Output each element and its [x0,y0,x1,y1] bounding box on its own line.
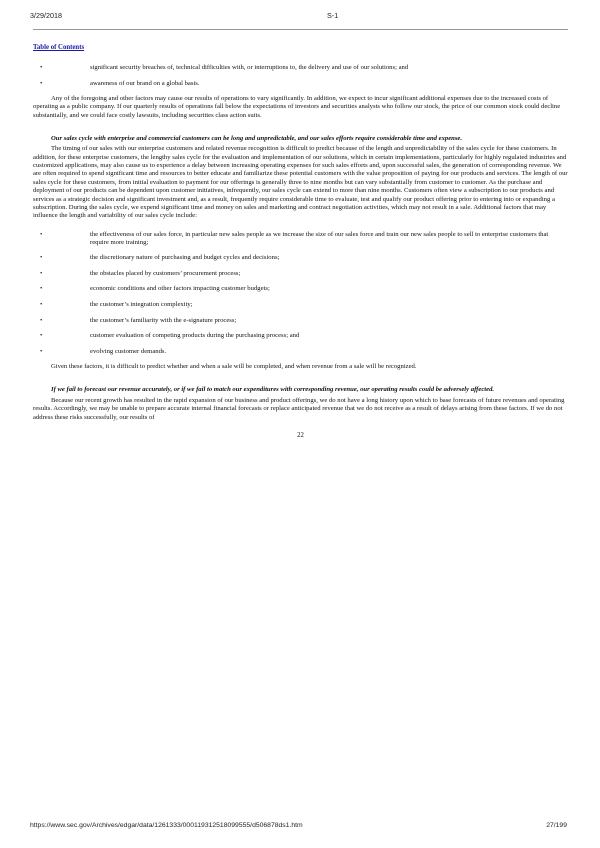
source-url: https://www.sec.gov/Archives/edgar/data/1261333/000119312518099555/d506878ds1.htm [30,822,303,829]
bullet-icon: • [40,79,43,87]
header-divider [33,29,568,30]
risk-heading: Our sales cycle with enterprise and commercial customers can be long and unpredictable, and our sales efforts require considerable time and expense. [51,135,463,143]
bullet-icon: • [40,285,43,293]
print-date: 3/29/2018 [30,11,62,20]
bullet-item: • the obstacles placed by customers’ procurement process; [40,269,241,277]
bullet-item: • awareness of our brand on a global basis. [40,79,200,87]
bullet-icon: • [40,316,43,324]
bullet-icon: • [40,269,43,277]
bullet-icon: • [40,230,43,238]
bullet-icon: • [40,301,43,308]
bullet-item: • economic conditions and other factors impacting customer budgets; [40,285,270,293]
bullet-icon: • [40,64,43,71]
paragraph: Because our recent growth has resulted in the rapid expansion of our business and product offerings, we do not have a long history upon which to base forecasts of future revenues and operating results. Accordingly, we may be unable to prepare accurate internal financial forecasts or replace anticipated revenue that we do not receive as a result of delays arising from these factors. If we do not address these risks successfully, our results of [33,396,565,421]
bullet-item: • evolving customer demands. [40,347,167,355]
risk-heading: If we fail to forecast our revenue accurately, or if we fail to match our expenditures with corresponding revenue, our operating results could be adversely affected. [51,386,495,394]
table-of-contents-link[interactable]: Table of Contents [33,44,85,51]
bullet-item: • customer evaluation of competing products during the purchasing process; and [40,332,300,340]
bullet-item: • the customer’s integration complexity; [40,301,193,308]
bullet-icon: • [40,347,43,355]
bullet-item: • the effectiveness of our sales force, in particular new sales people as we increase the size of our sales force and train our new sales people to sell to enterprise customers that require more training; [40,230,549,246]
bullet-item: • the discretionary nature of purchasing and budget cycles and decisions; [40,254,280,262]
paragraph: The timing of our sales with our enterprise customers and related revenue recognition is difficult to predict because of the length and unpredictability of the sales cycle for these customers. In addition, for these enterprise customers, the lengthy sales cycle for the evaluation and implementation of our solutions, which in certain implementations, particularly for highly regulated industries and customized applications, may also cause us to experience a delay between increasing operating expenses for such sales efforts and, upon successful sales, the generation of corresponding revenue. We are often required to spend significant time and resources to better educate and familiarize these potential customers with the value proposition of paying for our products and services. The length of our sales cycle for these customers, from initial evaluation to payment for our offerings is generally three to nine months but can vary substantially from customer to customer. As the purchase and deployment of our products can be dependent upon customer initiatives, infrequently, our sales cycle can extend to more than nine months. Customers often view a subscription to our products and services as a strategic decision and significant investment and, as a result, frequently require considerable time to evaluate, test and qualify our product offering prior to entering into or expanding a subscription. During the sales cycle, we expend significant time and money on sales and marketing and contract negotiation activities, which may not result in a sale. Additional factors that may influence the length and variability of our sales cycle include: [33,145,568,220]
bullet-item: • significant security breaches of, technical difficulties with, or interruptions to, the delivery and use of our solutions; and [40,64,409,71]
print-page-count: 27/199 [546,822,567,829]
page-number: 22 [297,431,304,439]
bullet-icon: • [40,332,43,340]
paragraph: Any of the foregoing and other factors may cause our results of operations to vary significantly. In addition, we expect to incur significant additional expenses due to the increased costs of operating as a public company. If our quarterly results of operations fall below the expectations of investors and securities analysts who follow our stock, the price of our common stock could decline substantially, and we could face costly lawsuits, including securities class action suits. [33,95,561,119]
document-title: S-1 [327,11,339,20]
bullet-icon: • [40,254,43,262]
bullet-item: • the customer’s familiarity with the e-signature process; [40,316,237,324]
paragraph: Given these factors, it is difficult to predict whether and when a sale will be completed, and when revenue from a sale will be recognized. [51,363,417,371]
document-body [33,64,568,440]
